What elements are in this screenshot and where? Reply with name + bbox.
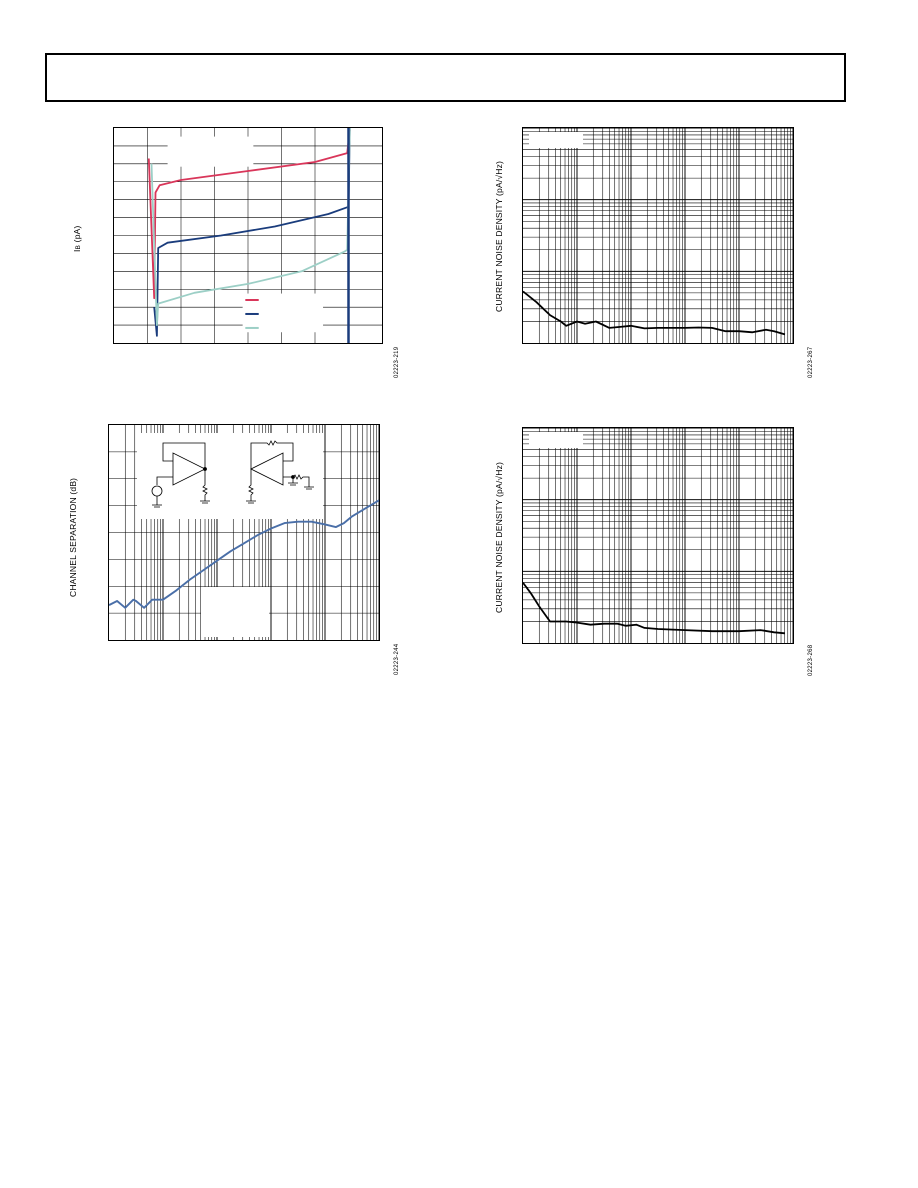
node-b xyxy=(292,476,295,479)
conditions-label-box xyxy=(529,432,583,448)
figure-id-267: 02223-267 xyxy=(808,346,814,378)
figure-id-219: 02223-219 xyxy=(394,346,400,378)
channel-separation-chart xyxy=(108,424,380,641)
conditions-label-box xyxy=(529,132,583,148)
conditions-label-box xyxy=(201,587,269,637)
current-noise-density-y-axis-label-1: CURRENT NOISE DENSITY (pA/√Hz) xyxy=(494,160,504,312)
noise-density-line xyxy=(523,291,785,334)
bias-current-chart xyxy=(113,127,383,344)
figure-id-244: 02223-244 xyxy=(394,643,400,675)
conditions-label-box xyxy=(168,137,254,167)
plot-svg xyxy=(523,428,793,643)
current-noise-density-chart-2 xyxy=(522,427,794,644)
y-axis-label-main: I xyxy=(72,249,82,252)
page-header-box xyxy=(45,53,846,102)
y-axis-label-unit: (pA) xyxy=(72,225,82,245)
current-noise-density-chart-1 xyxy=(522,127,794,344)
plot-svg xyxy=(114,128,382,343)
plot-svg xyxy=(523,128,793,343)
bias-current-y-axis-label xyxy=(72,225,82,252)
current-noise-density-y-axis-label-2: CURRENT NOISE DENSITY (pA/√Hz) xyxy=(494,461,504,613)
noise-density-line xyxy=(523,583,785,634)
node-a xyxy=(204,468,207,471)
figure-id-268: 02223-268 xyxy=(808,644,814,676)
channel-separation-y-axis-label: CHANNEL SEPARATION (dB) xyxy=(68,477,78,597)
plot-svg xyxy=(109,425,379,640)
y-axis-label-sub: B xyxy=(75,244,82,250)
